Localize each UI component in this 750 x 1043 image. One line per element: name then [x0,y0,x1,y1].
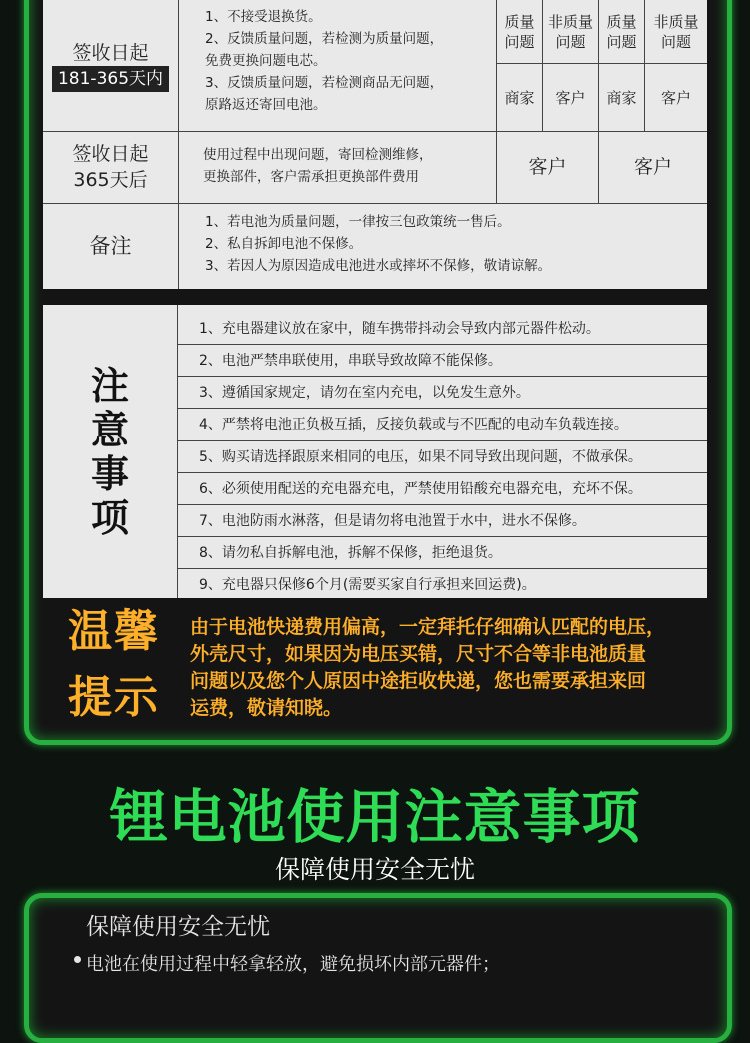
period-range-label: 181-365天内 [52,66,169,92]
value-merchant-2: 商家 [599,64,645,131]
value-merchant-1: 商家 [497,64,543,131]
precaution-item: 3、遵循国家规定，请勿在室内充电，以免发生意外。 [177,377,707,409]
precaution-item: 1、充电器建议放在家中，随车携带抖动会导致内部元器件松动。 [177,313,707,345]
remarks-label: 备注 [43,203,179,289]
header-quality-1: 质量 问题 [497,0,543,64]
value-customer-1: 客户 [543,64,599,131]
precautions-table [43,305,707,598]
policy-description: 使用过程中出现问题，寄回检测维修， 更换部件，客户需承担更换部件费用 [179,131,497,203]
precaution-item: 9、充电器只保修6个月(需要买家自行承担来回运费)。 [199,577,536,593]
section-subtitle: 保障使用安全无忧 [274,855,475,884]
header-nonquality-1: 非质量 问题 [543,0,599,64]
policy-description: 1、不接受退换货。 2、反馈质量问题，若检测为质量问题， 免费更换问题电芯。 3、反馈质量问题，若检测商品无问题， 原路返还寄回电池。 [179,0,497,131]
section-title: 锂电池使用注意事项 [109,783,641,851]
usage-item: 电池在使用过程中轻拿轻放，避免损坏内部元器件； [86,954,500,975]
precautions-title: 注 意 事 项 [43,305,178,598]
usage-card-title: 保障使用安全无忧 [86,914,270,940]
policy-row-181-365 [43,0,707,132]
precaution-item: 2、电池严禁串联使用，串联导致故障不能保修。 [177,345,707,377]
bullet-icon [74,956,81,963]
policy-period-label: 签收日起 181-365天内 [43,0,179,131]
value-customer-2: 客户 [660,88,691,107]
warranty-policy-table [43,0,707,289]
precaution-item: 5、购买请选择跟原来相同的电压，如果不同导致出现问题，不做承保。 [177,441,707,473]
precaution-item: 8、请勿私自拆解电池，拆解不保修，拒绝退货。 [177,537,707,569]
warm-tips-text: 由于电池快递费用偏高，一定拜托仔细确认匹配的电压， 外壳尺寸，如果因为电压买错，尺寸不合等非电池质量 问题以及您个人原因中途拒收快递，您也需要承担来回 运费，敬请知晓。 [190,616,666,719]
header-quality-2: 质量 问题 [599,0,645,64]
remarks-description: 1、若电池为质量问题，一律按三包政策统一售后。 2、私自拆卸电池不保修。 3、若因人为原因造成电池进水或摔坏不保修，敬请谅解。 [205,214,552,274]
header-nonquality-2: 非质量 问题 [645,0,707,64]
precaution-item: 6、必须使用配送的充电器充电，严禁使用铅酸充电器充电，充坏不保。 [177,473,707,505]
precaution-item: 4、严禁将电池正负极互插，反接负载或与不匹配的电动车负载连接。 [177,409,707,441]
value-customer-left: 客户 [497,131,599,203]
policy-row-remarks [43,203,707,289]
precaution-item: 7、电池防雨水淋落，但是请勿将电池置于水中，进水不保修。 [177,505,707,537]
policy-row-365-after [43,131,707,204]
value-customer-right: 客户 [633,156,672,178]
policy-period-label: 签收日起 365天后 [43,131,179,203]
warm-tips-title: 温馨 提示 [68,606,160,723]
